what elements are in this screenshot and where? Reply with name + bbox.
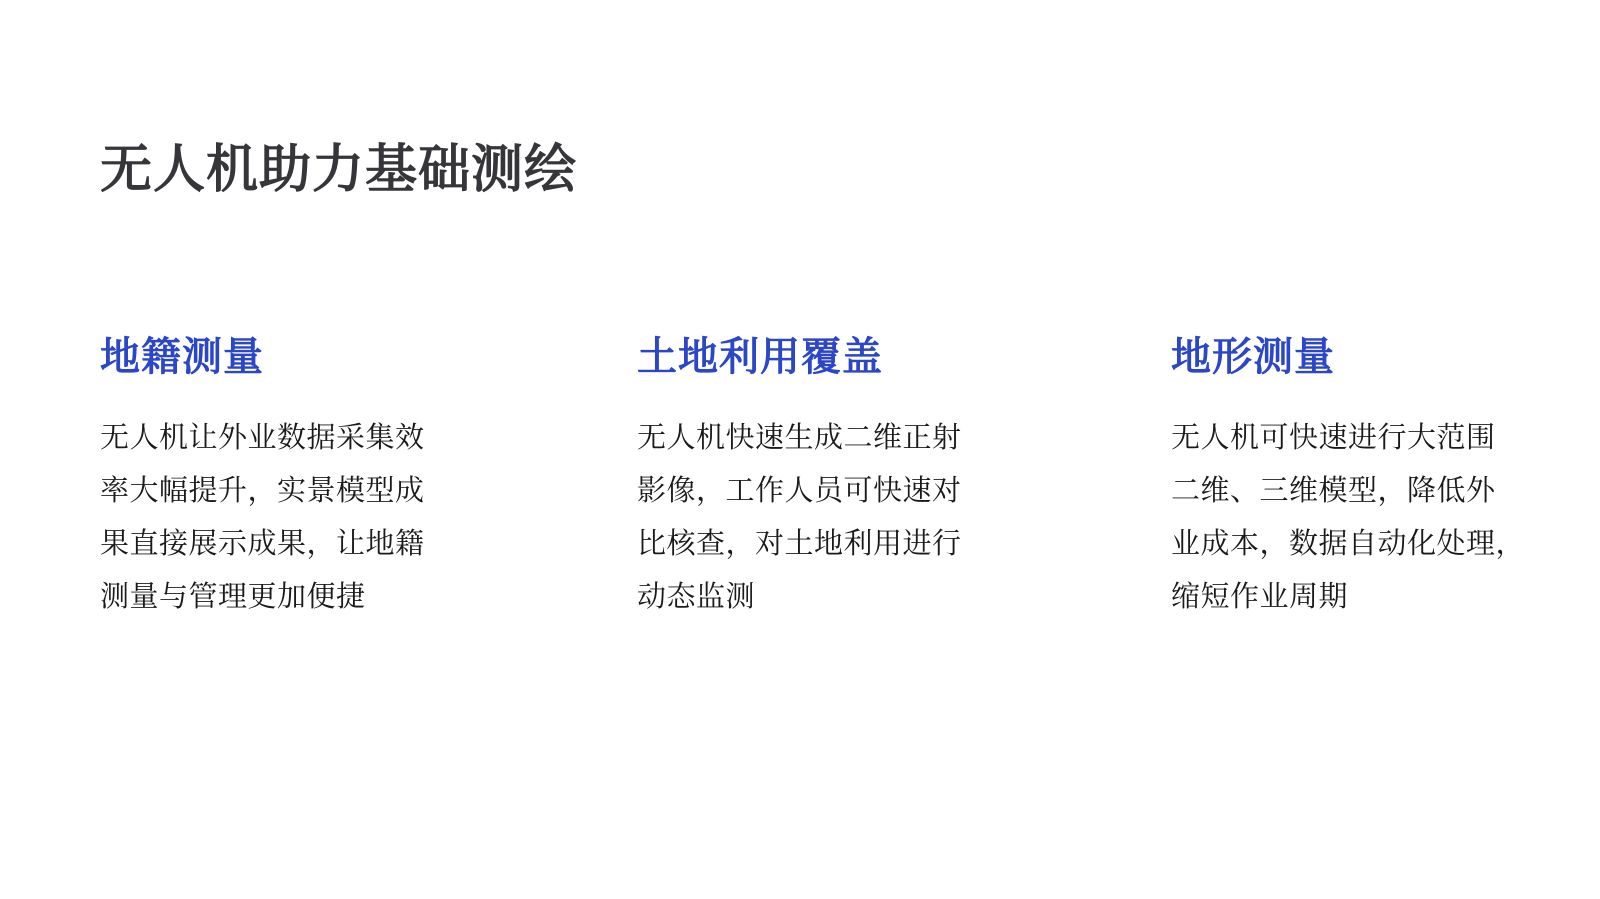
slide-title: 无人机助力基础测绘 (100, 140, 578, 199)
column-heading-topographic-survey: 地形测量 (1171, 335, 1335, 379)
paragraph-line: 比核查，对土地利用进行 (637, 528, 962, 560)
column-heading-cadastral-survey: 地籍测量 (100, 335, 264, 379)
column-topographic-survey (1171, 333, 1571, 624)
paragraph-line: 无人机快速生成二维正射 (637, 422, 962, 454)
paragraph-line: 业成本，数据自动化处理， (1171, 528, 1526, 560)
paragraph-line: 无人机让外业数据采集效 (100, 422, 425, 454)
paragraph-line: 影像，工作人员可快速对 (637, 475, 962, 507)
column-land-use-coverage (637, 333, 1037, 624)
paragraph-line: 缩短作业周期 (1171, 581, 1349, 613)
paragraph-line: 无人机可快速进行大范围 (1171, 422, 1496, 454)
column-paragraph-cadastral-survey (100, 412, 500, 624)
paragraph-line: 果直接展示成果，让地籍 (100, 528, 425, 560)
paragraph-line: 二维、三维模型，降低外 (1171, 475, 1496, 507)
paragraph-line: 测量与管理更加便捷 (100, 581, 366, 613)
column-heading-land-use-coverage: 土地利用覆盖 (637, 335, 883, 379)
column-paragraph-land-use-coverage (637, 412, 1037, 624)
column-cadastral-survey (100, 333, 500, 624)
paragraph-line: 率大幅提升，实景模型成 (100, 475, 425, 507)
column-paragraph-topographic-survey (1171, 412, 1571, 624)
paragraph-line: 动态监测 (637, 581, 756, 613)
